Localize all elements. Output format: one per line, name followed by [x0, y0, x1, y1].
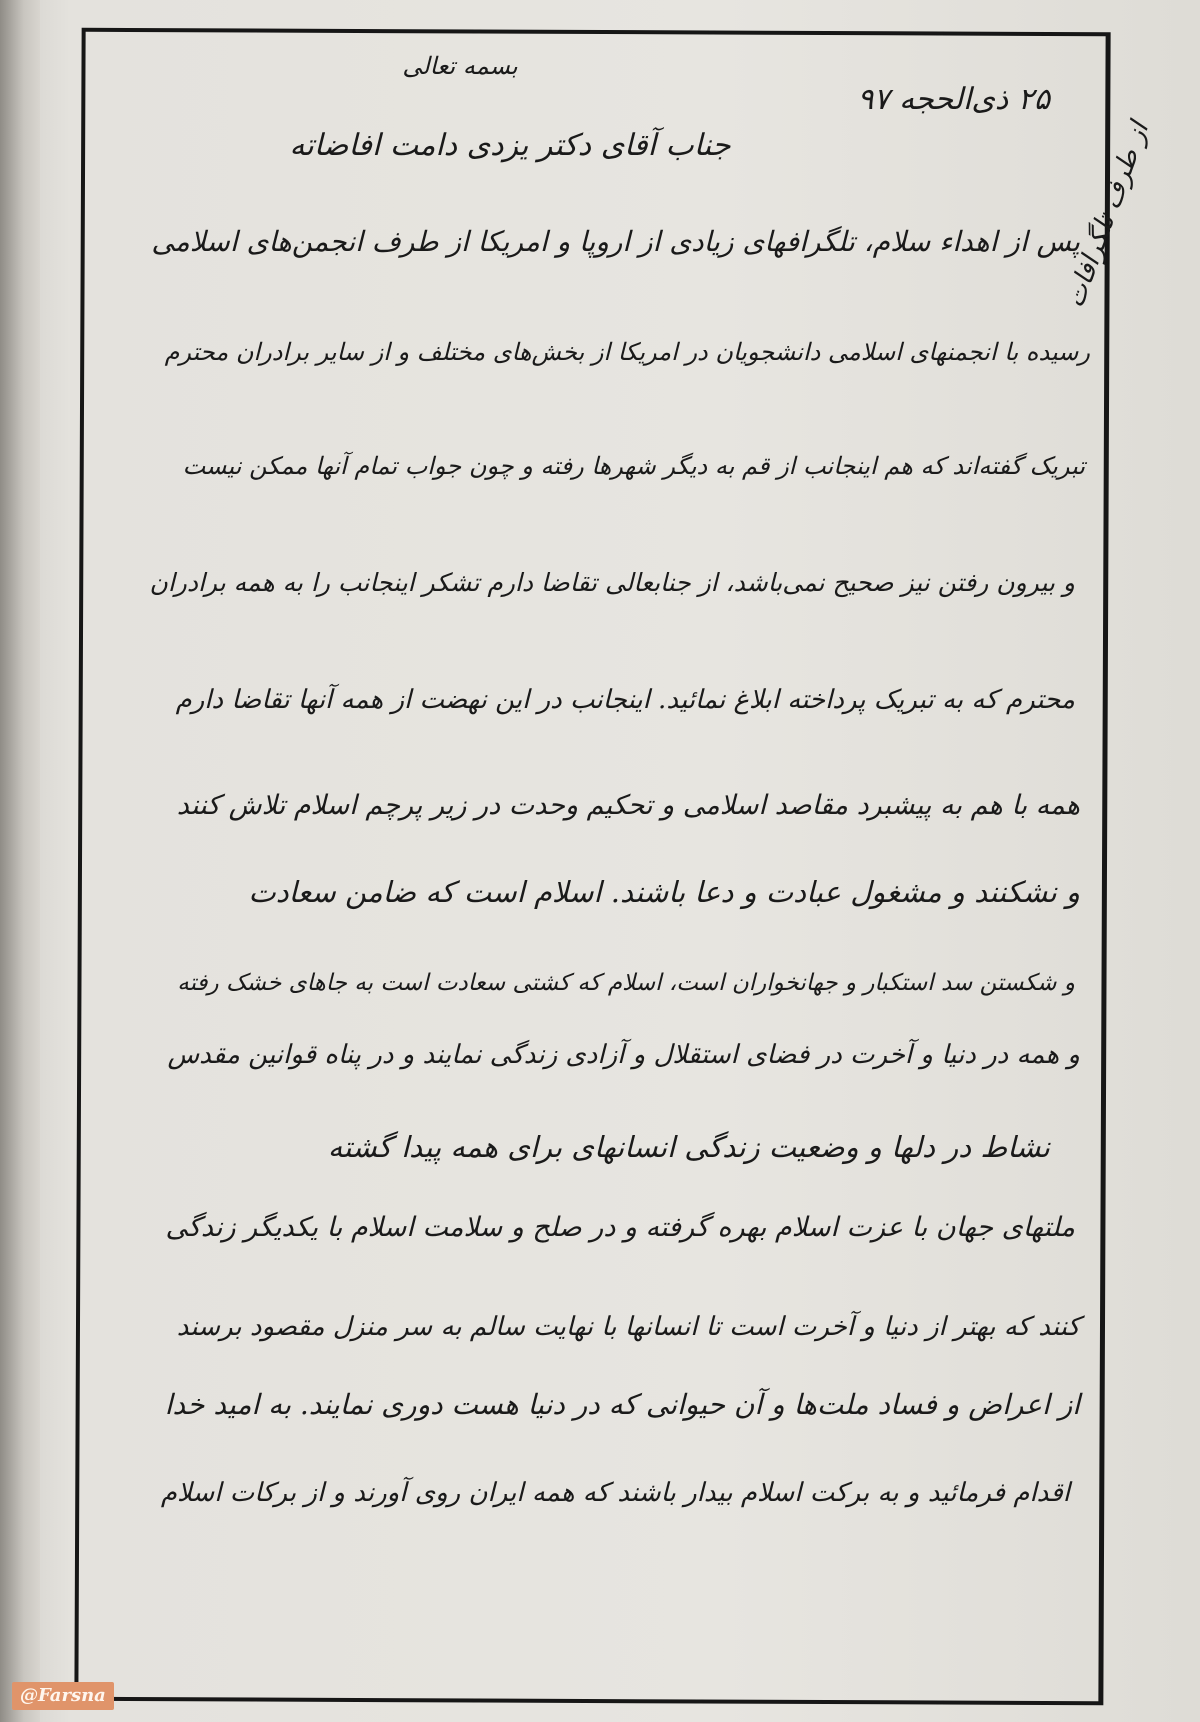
letter-border: [74, 28, 1110, 1705]
salutation: جناب آقای دکتر یزدی دامت افاضاته: [289, 128, 731, 163]
letter-line: کنند که بهتر از دنیا و آخرت است تا انسانها با نهایت سالم به سر منزل مقصود برسند: [176, 1312, 1080, 1342]
invocation: بسمه تعالی: [402, 52, 518, 80]
letter-line: و بیرون رفتن نیز صحیح نمی‌باشد، از جنابعالی تقاضا دارم تشکر اینجانب را به همه برادران: [149, 568, 1075, 597]
letter-line: محترم که به تبریک پرداخته ابلاغ نمائید. اینجانب در این نهضت از همه آنها تقاضا دارم: [175, 685, 1075, 715]
margin-note: از طرف تلگرافات: [1060, 118, 1155, 312]
farsna-watermark: @Farsna: [12, 1682, 114, 1710]
letter-line: همه با هم به پیشبرد مقاصد اسلامی و تحکیم وحدت در زیر پرچم اسلام تلاش کنند: [176, 790, 1080, 821]
letter-line: و شکستن سد استکبار و جهانخواران است، اسلام که کشتی سعادت است به جاهای خشک رفته: [177, 970, 1075, 996]
letter-line: و همه در دنیا و آخرت در فضای استقلال و آزادی زندگی نمایند و در پناه قوانین مقدس: [167, 1040, 1080, 1070]
letter-line: از اعراض و فساد ملت‌ها و آن حیوانی که در دنیا هست دوری نمایند. به امید خدا: [164, 1388, 1080, 1421]
letter-line: پس از اهداء سلام، تلگرافهای زیادی از اروپا و امریکا از طرف انجمن‌های اسلامی: [151, 225, 1080, 258]
book-gutter: [0, 0, 40, 1722]
letter-line: اقدام فرمائید و به برکت اسلام بیدار باشند که همه ایران روی آورند و از برکات اسلام: [160, 1478, 1070, 1508]
letter-line: ملتهای جهان با عزت اسلام بهره گرفته و در صلح و سلامت اسلام با یکدیگر زندگی: [165, 1212, 1075, 1243]
letter-date: ۲۵ ذی‌الحجه ۹۷: [857, 82, 1050, 117]
letter-line: رسیده با انجمنهای اسلامی دانشجویان در امریکا از بخش‌های مختلف و از سایر برادران محترم: [164, 338, 1090, 366]
letter-line: تبریک گفته‌اند که هم اینجانب از قم به دیگر شهرها رفته و چون جواب تمام آنها ممکن نیست: [182, 452, 1085, 480]
letter-line: و نشکنند و مشغول عبادت و دعا باشند. اسلام است که ضامن سعادت: [248, 875, 1080, 909]
letter-line: نشاط در دلها و وضعیت زندگی انسانهای برای همه پیدا گشته: [327, 1130, 1050, 1164]
